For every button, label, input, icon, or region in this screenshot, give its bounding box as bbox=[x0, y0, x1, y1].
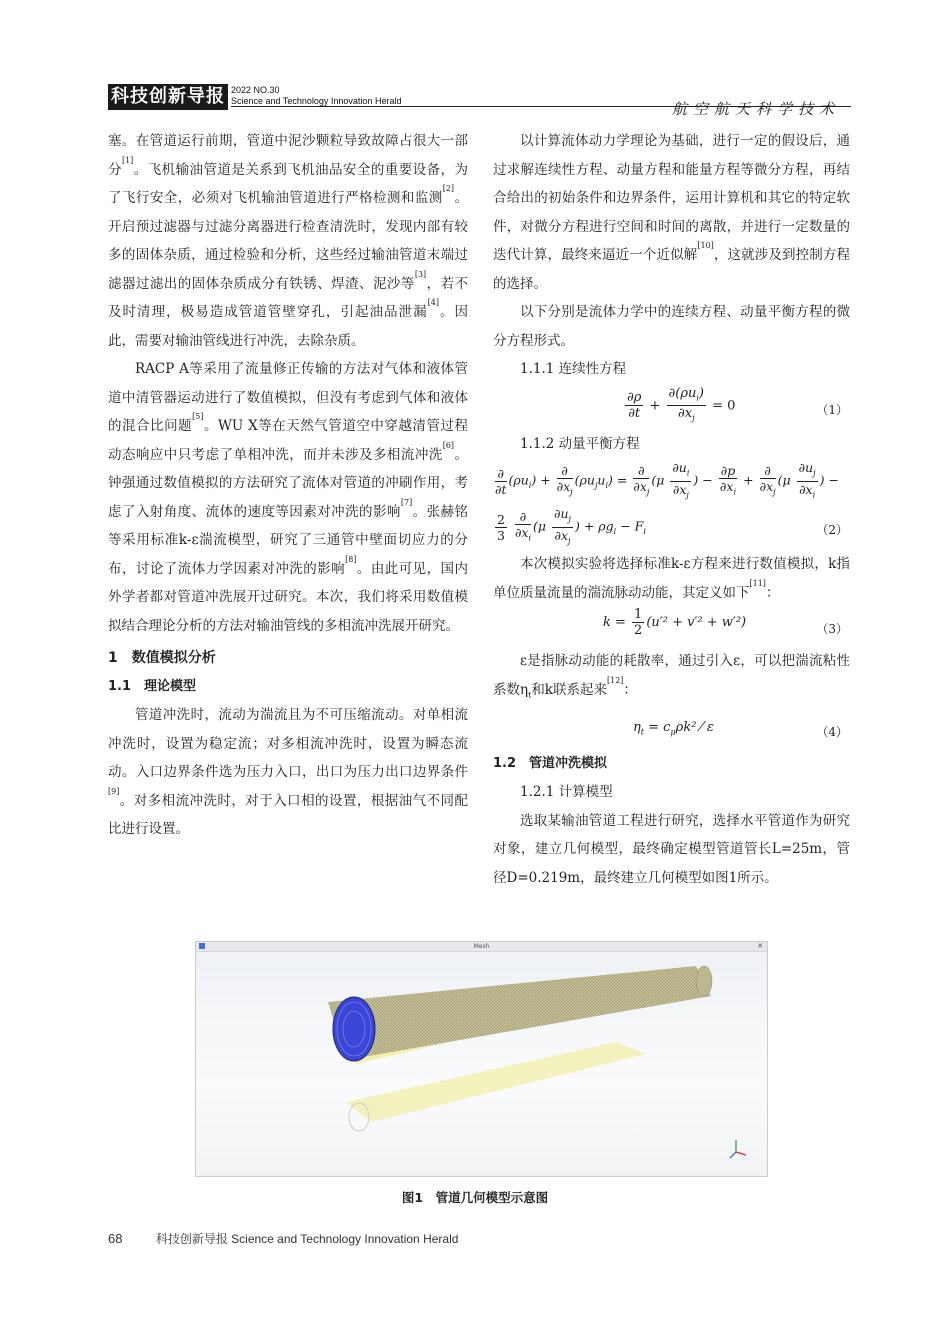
paragraph: RACP A等采用了流量修正传输的方法对气体和液体管道中清管器运动进行了数值模拟，但没有考虑到气体和液体的混合比问题[5]。WU X等在天然气管道空中穿越清管过程动态响应中只考虑了单相冲洗，而并未涉及多相流冲洗[6]。钟强通过数值模拟的方法研究了流体对管道的冲刷作用，考虑了入射角度、流体的速度等因素对冲洗的影响[7]。张赫铭等采用标准k-ε湍流模型，研究了三通管中壁面切应力的分布，讨论了流体力学因素对冲洗的影响[8]。由此可见，国内外学者都对管道冲洗展开过研究。本次，我们将采用数值模拟结合理论分析的方法对输油管线的多相流冲洗展开研究。 bbox=[108, 361, 469, 634]
journal-english-name: Science and Technology Innovation Herald bbox=[231, 96, 402, 106]
pipe-body bbox=[328, 966, 711, 1060]
issue-number: 2022 NO.30 bbox=[231, 85, 280, 95]
equation-continuity: $\frac{\partial\rho}{\partial t}$ + $\frac{\partial(\rho u_i)}{\partial x_j}$ = 0 （1） bbox=[627, 385, 848, 423]
subsubsection-heading: 1.1.2 动量平衡方程 bbox=[520, 435, 640, 452]
citation: [1] bbox=[121, 155, 134, 165]
paragraph: 以下分别是流体力学中的连续方程、动量平衡方程的微分方程形式。 bbox=[493, 304, 850, 349]
equation-number: （3） bbox=[816, 622, 848, 636]
issue-info bbox=[231, 85, 401, 107]
section-heading: 1 数值模拟分析 bbox=[108, 650, 216, 666]
citation: [8] bbox=[345, 554, 357, 564]
pipe-inlet-face bbox=[333, 997, 375, 1061]
pipe-outlet bbox=[696, 966, 712, 996]
equation-number: （1） bbox=[816, 402, 848, 417]
citation: [6] bbox=[442, 440, 455, 450]
subsection-heading: 1.1 理论模型 bbox=[108, 678, 197, 694]
citation: [12] bbox=[607, 675, 624, 685]
paragraph: ε是指脉动动能的耗散率，通过引入ε，可以把湍流粘性系数$\eta_t$和k联系起来[12]： bbox=[493, 653, 850, 700]
equation-momentum: $\frac{\partial}{\partial t}$ $(\rho u_i)$ + $\frac{\partial}{\partial x_j}$ $(\rho u_ju_i)$ = $\frac{\partial}{\partial x_j}$ (μ $\frac{\partial u_i}{\partial x_j}$ ) − $\frac{\partial p}{\partial x_i}$ + $\frac{\partial}{\partial x_j}$ (μ $\frac{\partial u_j}{\partial x_i}$ ) − $\frac{2}{3}$ $\frac{\partial}{\partial x_i}$ (μ $\frac{\partial u_j}{\partial x_j}$ ) + $\rho g_i - F_i$ （2） bbox=[495, 460, 848, 545]
paragraph: 本次模拟实验将选择标准k-ε方程来进行数值模拟，k指单位质量流量的湍流脉动动能，其定义如下[11]： bbox=[493, 556, 850, 601]
subsection-heading: 1.2 管道冲洗模拟 bbox=[493, 755, 608, 771]
paragraph: 以计算流体动力学理论为基础，进行一定的假设后，通过求解连续性方程、动量方程和能量方程等微分方程，再结合给出的初始条件和边界条件，运用计算机和其它的特定软件，对微分方程进行空间和时间的离散，并进行一定数量的迭代计算，最终来逼近一个近似解[10]，这就涉及到控制方程的选择。 bbox=[493, 133, 851, 292]
citation: [2] bbox=[442, 184, 455, 193]
pipe-mesh-render bbox=[196, 942, 767, 1176]
subscript: t bbox=[528, 690, 532, 700]
close-icon: ✕ bbox=[757, 942, 763, 950]
equation-k: k = $\frac{1}{2}$ (u′² + v′² + w′²) （3） bbox=[493, 607, 850, 647]
axis-triad-icon bbox=[730, 1140, 746, 1158]
citation: [3] bbox=[414, 269, 427, 279]
figure-caption: 图1 管道几何模型示意图 bbox=[401, 1190, 549, 1205]
subsubsection-heading: 1.1.1 连续性方程 bbox=[520, 361, 627, 377]
subsubsection-heading: 1.2.1 计算模型 bbox=[520, 784, 613, 801]
page-footer bbox=[108, 1230, 458, 1247]
equation-number: （4） bbox=[816, 724, 848, 739]
figure-window-title: Mesh bbox=[473, 943, 490, 950]
paragraph: 管道冲洗时，流动为湍流且为不可压缩流动。对单相流冲洗时，设置为稳定流；对多相流冲洗时，设置为瞬态流动。入口边界条件选为压力入口，出口为压力出口边界条件[9]。对多相流冲洗时，对于入口相的设置，根据油气不同配比进行设置。 bbox=[108, 707, 468, 837]
footer-journal: 科技创新导报 Science and Technology Innovation Herald bbox=[155, 1232, 459, 1246]
citation: [4] bbox=[427, 298, 439, 307]
paragraph: 塞。在管道运行前期，管道中泥沙颗粒导致故障占很大一部分[1]。飞机输油管道是关系到飞机油品安全的重要设备，为了飞行安全，必须对飞机输油管道进行严格检测和监测[2]。开启预过滤器与过滤分离器进行检查清洗时，发现内部有较多的固体杂质，通过检验和分析，这些经过输油管道末端过滤器过滤出的固体杂质成分有铁锈、焊渣、泥沙等[3]，若不及时清理，极易造成管道管壁穿孔，引起油品泄漏[4]。因此，需要对输油管线进行冲洗，去除杂质。 bbox=[108, 133, 469, 349]
journal-logo: 科技创新导报 bbox=[108, 84, 228, 110]
citation: [5] bbox=[192, 412, 204, 421]
section-name: 航空航天科学技术 bbox=[672, 100, 841, 118]
citation: [11] bbox=[749, 578, 766, 588]
equation-number: （2） bbox=[816, 523, 848, 537]
citation: [9] bbox=[108, 786, 120, 796]
right-column bbox=[493, 127, 850, 892]
equation-viscosity: $\eta_t = c_\mu\rho k^2$ ⁄ ε （4） bbox=[493, 710, 850, 750]
page-number: 68 bbox=[108, 1231, 123, 1246]
citation: [10] bbox=[697, 241, 714, 250]
pipe-model-figure bbox=[195, 941, 768, 1177]
left-column bbox=[108, 127, 468, 844]
citation: [7] bbox=[400, 497, 413, 507]
paragraph: 选取某输油管道工程进行研究，选择水平管道作为研究对象，建立几何模型，最终确定模型管道管长L=25m，管径D=0.219m，最终建立几何模型如图1所示。 bbox=[493, 812, 850, 886]
